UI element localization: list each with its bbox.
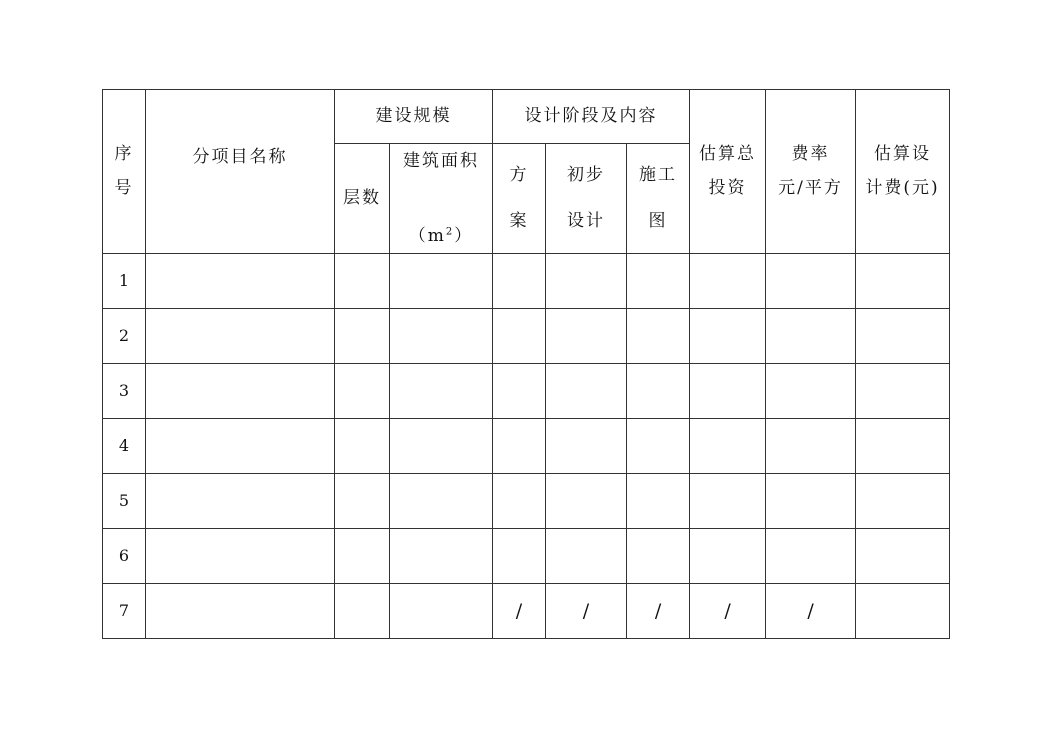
cell-floors[interactable] (335, 364, 390, 419)
table-row (103, 309, 950, 364)
cell-investment[interactable] (690, 529, 766, 584)
cell-prelim[interactable] (546, 309, 627, 364)
cell-name[interactable] (146, 529, 335, 584)
cell-rate[interactable] (766, 254, 856, 309)
cell-rate[interactable] (766, 584, 856, 639)
header-investment-line2: 投资 (708, 178, 747, 198)
cell-scheme[interactable] (493, 309, 546, 364)
cell-scheme[interactable] (493, 419, 546, 474)
header-scheme (493, 144, 546, 254)
header-area-close: ） (454, 225, 474, 246)
header-stage-group (493, 90, 690, 144)
header-fee (856, 90, 950, 254)
header-construction (627, 144, 690, 254)
cell-no-value: 3 (118, 380, 130, 400)
cell-no-value: 1 (118, 270, 130, 290)
table-body (103, 254, 950, 639)
header-construction-line2: 图 (648, 211, 668, 231)
table-row (103, 419, 950, 474)
cell-fee[interactable] (856, 254, 950, 309)
cell-rate-value: / (807, 599, 814, 622)
cell-rate[interactable] (766, 364, 856, 419)
cell-no-value: 6 (118, 545, 130, 565)
header-seq (103, 90, 146, 254)
cell-no[interactable] (103, 419, 146, 474)
cell-no-value: 7 (118, 600, 130, 620)
cell-construction[interactable] (627, 364, 690, 419)
cell-prelim[interactable] (546, 474, 627, 529)
table-row (103, 254, 950, 309)
cell-prelim[interactable] (546, 254, 627, 309)
cell-no[interactable] (103, 529, 146, 584)
header-area-sup: 2 (445, 225, 455, 237)
cell-name[interactable] (146, 474, 335, 529)
header-scale-group (335, 90, 493, 144)
cell-fee[interactable] (856, 364, 950, 419)
header-area (390, 144, 493, 254)
cell-name[interactable] (146, 309, 335, 364)
cell-rate[interactable] (766, 529, 856, 584)
header-seq-line2: 号 (114, 178, 134, 198)
cell-scheme[interactable] (493, 529, 546, 584)
cell-prelim[interactable] (546, 419, 627, 474)
cell-construction[interactable] (627, 474, 690, 529)
cell-floors[interactable] (335, 529, 390, 584)
header-scale-group-text: 建设规模 (375, 106, 452, 126)
header-floors-text: 层数 (343, 188, 381, 208)
header-area-line1: 建筑面积 (403, 150, 479, 171)
cell-fee[interactable] (856, 584, 950, 639)
cell-rate[interactable] (766, 474, 856, 529)
header-fee-line2: 计费(元) (865, 178, 940, 198)
header-construction-line1: 施工 (639, 165, 678, 185)
cell-prelim[interactable] (546, 529, 627, 584)
cell-name[interactable] (146, 364, 335, 419)
cell-name[interactable] (146, 254, 335, 309)
cell-fee[interactable] (856, 529, 950, 584)
header-item-name (146, 90, 335, 254)
cell-construction[interactable] (627, 254, 690, 309)
cell-fee[interactable] (856, 419, 950, 474)
header-prelim-line2: 设计 (567, 211, 605, 231)
cell-area[interactable] (390, 254, 493, 309)
cell-floors[interactable] (335, 474, 390, 529)
cell-floors[interactable] (335, 419, 390, 474)
cell-area[interactable] (390, 309, 493, 364)
cell-no[interactable] (103, 474, 146, 529)
header-rate-line2: 元/平方 (778, 178, 843, 198)
header-investment (690, 90, 766, 254)
cell-scheme-value: / (515, 599, 523, 622)
cell-construction[interactable] (627, 419, 690, 474)
header-fee-line1: 估算设 (874, 144, 932, 164)
cell-investment[interactable] (690, 584, 766, 639)
header-prelim-line1: 初步 (567, 165, 605, 185)
cell-area[interactable] (390, 474, 493, 529)
header-area-line2 (408, 225, 474, 246)
cell-floors[interactable] (335, 254, 390, 309)
cell-name[interactable] (146, 419, 335, 474)
cell-prelim[interactable] (546, 584, 627, 639)
cell-area[interactable] (390, 419, 493, 474)
table-row (103, 474, 950, 529)
cell-prelim[interactable] (546, 364, 627, 419)
table-row (103, 529, 950, 584)
cell-prelim-value: / (582, 599, 590, 622)
cell-fee[interactable] (856, 309, 950, 364)
header-floors (335, 144, 390, 254)
header-seq-line1: 序 (114, 144, 134, 164)
header-rate-line1: 费率 (791, 144, 830, 164)
header-scheme-line2: 案 (509, 211, 529, 231)
cell-fee[interactable] (856, 474, 950, 529)
header-rate (766, 90, 856, 254)
cell-scheme[interactable] (493, 254, 546, 309)
cell-name[interactable] (146, 584, 335, 639)
cell-area[interactable] (390, 529, 493, 584)
cell-rate[interactable] (766, 309, 856, 364)
cell-floors[interactable] (335, 584, 390, 639)
cell-area[interactable] (390, 364, 493, 419)
cell-investment[interactable] (690, 364, 766, 419)
cell-area[interactable] (390, 584, 493, 639)
cell-construction[interactable] (627, 584, 690, 639)
cell-no-value: 5 (118, 490, 130, 510)
cell-investment[interactable] (690, 474, 766, 529)
cell-scheme[interactable] (493, 474, 546, 529)
fee-estimate-table (102, 89, 950, 639)
header-stage-group-text: 设计阶段及内容 (524, 106, 658, 126)
cell-no[interactable] (103, 254, 146, 309)
header-row-top (103, 90, 950, 144)
cell-floors[interactable] (335, 309, 390, 364)
cell-no[interactable] (103, 309, 146, 364)
cell-construction[interactable] (627, 309, 690, 364)
cell-no-value: 2 (118, 325, 130, 345)
table-row (103, 584, 950, 639)
cell-scheme[interactable] (493, 584, 546, 639)
header-item-name-text: 分项目名称 (192, 147, 288, 167)
cell-no[interactable] (103, 364, 146, 419)
header-area-open: （m (408, 225, 446, 246)
cell-investment[interactable] (690, 419, 766, 474)
header-prelim (546, 144, 627, 254)
cell-rate[interactable] (766, 419, 856, 474)
cell-scheme[interactable] (493, 364, 546, 419)
cell-investment[interactable] (690, 254, 766, 309)
cell-construction[interactable] (627, 529, 690, 584)
header-scheme-line1: 方 (509, 165, 529, 185)
cell-no-value: 4 (118, 435, 130, 455)
header-investment-line1: 估算总 (699, 144, 757, 164)
cell-investment[interactable] (690, 309, 766, 364)
cell-investment-value: / (724, 599, 731, 622)
cell-construction-value: / (654, 599, 662, 622)
table-row (103, 364, 950, 419)
cell-no[interactable] (103, 584, 146, 639)
